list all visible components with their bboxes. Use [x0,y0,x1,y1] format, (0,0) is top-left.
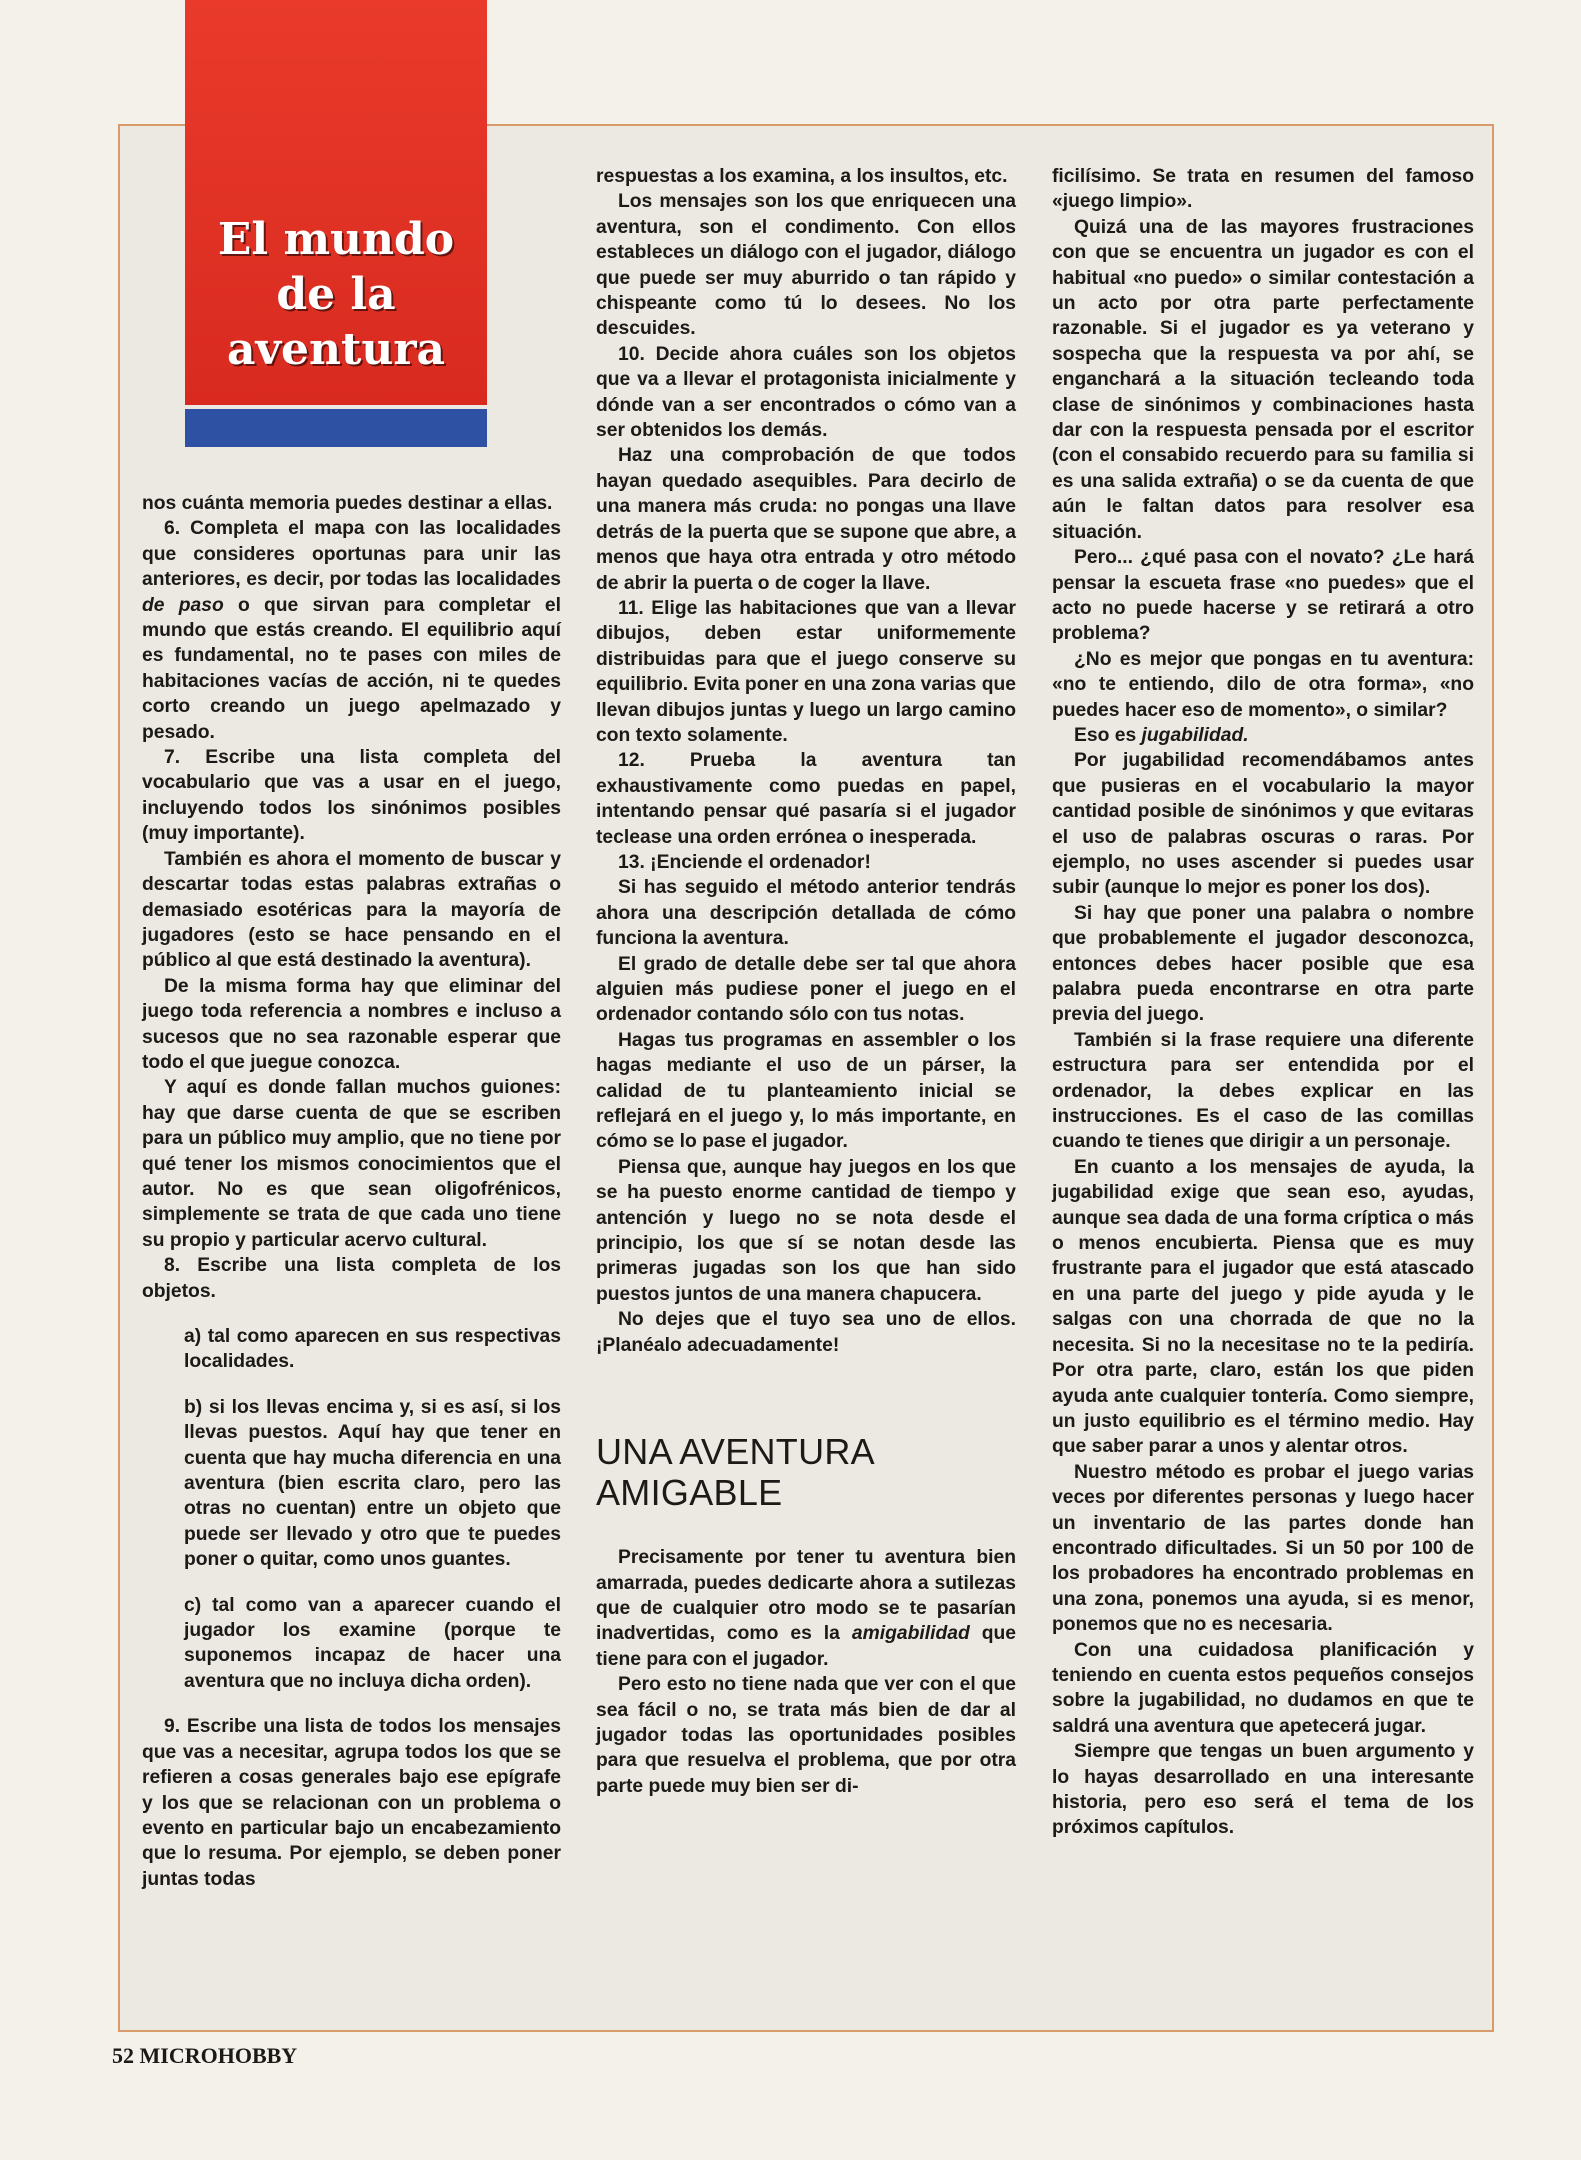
column-1 [142,491,561,1892]
paragraph: También es ahora el momento de buscar y descartar todas estas palabras extrañas o demasiado esotéricas para la mayoría de jugadores (esto se hace pensando en el público al que está destinado la aventura). [142,848,561,972]
paragraph: 8. Escribe una lista completa de los objetos. [142,1255,561,1302]
paragraph: Siempre que tengas un buen argumento y lo hayas desarrollado en una interesante historia, pero eso será el tema de los próximos capítulos. [1052,1741,1474,1839]
paragraph: Haz una comprobación de que todos hayan quedado asequibles. Para decirlo de una manera más cruda: no pongas una llave detrás de la puerta que se supone que abre, a menos que haya otra entrada y otro método de abrir la puerta o de coger la llave. [596,445,1016,594]
paragraph: Precisamente por tener tu aventura bien amarrada, puedes dedicarte ahora a sutilezas que de cualquier otro modo se te pasarían inadvertidas, como es la amigabilidad que tiene para con el jugador. [596,1547,1017,1670]
list-item: a) tal como aparecen en sus respectivas localidades. [184,1326,561,1373]
paragraph: Por jugabilidad recomendábamos antes que pusieras en el vocabulario la mayor cantidad posible de sinónimos y que evitaras el uso de palabras oscuras o raras. Por ejemplo, no uses ascender si puedes usar subir (aunque lo mejor es poner los dos). [1052,750,1474,899]
paragraph: 12. Prueba la aventura tan exhaustivamente como puedas en papel, intentando pensar qué pasaría si el jugador teclease una orden errónea o inesperada. [596,750,1016,848]
paragraph: ficilísimo. Se trata en resumen del famoso «juego limpio». [1052,166,1474,213]
paragraph: 9. Escribe una lista de todos los mensajes que vas a necesitar, agrupa todos los que se refieren a cosas generales bajo ese epígrafe y los que se relacionan con un problema o evento en particular bajo un encabezamiento que lo resuma. Por ejemplo, se deben poner juntas todas [142,1716,561,1890]
paragraph: También si la frase requiere una diferente estructura para ser entendida por el ordenador, la debes explicar en las instrucciones. Es el caso de las comillas cuando te tienes que dirigir a un personaje. [1052,1029,1474,1153]
paragraph: Y aquí es donde fallan muchos guiones: hay que darse cuenta de que se escriben para un público muy amplio, que no tiene por qué tener los mismos conocimientos que el autor. No es que sean oligofrénicos, simplemente se trata de que cada uno tiene su propio y particular acervo cultural. [142,1077,561,1251]
section-heading-line-1: UNA AVENTURA [596,1431,875,1473]
paragraph: Con una cuidadosa planificación y teniendo en cuenta estos pequeños consejos sobre la jugabilidad, no dudamos en que te saldrá una aventura que apetecerá jugar. [1052,1639,1474,1737]
paragraph: Nuestro método es probar el juego varias veces por diferentes personas y luego hacer un inventario de las partes donde han encontrado dificultades. Si un 50 por 100 de los probadores ha encontrado problemas en una zona, ponemos una ayuda, si es menor, ponemos que no es necesaria. [1052,1461,1474,1636]
title-line-2: de la [276,269,396,320]
paragraph: 11. Elige las habitaciones que van a llevar dibujos, deben estar uniformemente distribuidas para que el juego conserve su equilibrio. Evita poner en una zona varias que llevan dibujos juntas y luego un largo camino con texto solamente. [596,597,1016,746]
paragraph: Si hay que poner una palabra o nombre que probablemente el jugador desconozca, entonces debes hacer posible que esa palabra pueda encontrarse en otra parte previa del juego. [1052,902,1474,1026]
paragraph: No dejes que el tuyo sea uno de ellos. ¡Planéalo adecuadamente! [596,1309,1016,1356]
title-line-3: aventura [226,324,446,375]
paragraph: Eso es jugabilidad. [1074,724,1249,746]
section-heading-line-2: AMIGABLE [596,1472,783,1514]
paragraph: 6. Completa el mapa con las localidades que consideres oportunas para unir las anteriores, es decir, por todas las localidades de paso o que sirvan para completar el mundo que estás creando. El equilibrio aquí es fundamental, no te pases con miles de habitaciones vacías de acción, ni te quedes corto creando un juego apelmazado y pesado. [142,518,561,743]
paragraph: En cuanto a los mensajes de ayuda, la jugabilidad exige que sean eso, ayudas, aunque sea dada de una forma críptica o más o menos encubierta. Piensa que es muy frustrante para el jugador que está atascado en una parte del juego y pide ayuda y le salgas con una chorrada de que no la necesita. Si no la necesitase no te la pediría. Por otra parte, claro, están los que piden ayuda ante cualquier tontería. Como siempre, un justo equilibrio es el término medio. Hay que saber parar a unos y alentar otros. [1052,1156,1474,1458]
title-line-1: El mundo [217,214,455,265]
paragraph: Hagas tus programas en assembler o los hagas mediante el uso de un párser, la calidad de tu planteamiento inicial se reflejará en el juego y, lo más importante, en cómo se lo pase el jugador. [596,1029,1016,1153]
paragraph: 10. Decide ahora cuáles son los objetos que va a llevar el protagonista inicialmente y dónde van a ser encontrados o cómo van a ser obtenidos los demás. [596,343,1016,442]
column-3 [1052,164,1474,1841]
column-2 [596,164,1016,1799]
paragraph: El grado de detalle debe ser tal que ahora alguien más pudiese poner el juego en el ordenador contando sólo con tus notas. [596,953,1016,1026]
article-title [185,212,487,377]
paragraph: Pero... ¿qué pasa con el novato? ¿Le hará pensar la escueta frase «no puedes» que el acto no puede hacerse y se retirará a otro problema? [1052,547,1474,645]
page-footer [112,2043,297,2069]
title-accent-bar [185,409,487,447]
list-item: c) tal como van a aparecer cuando el jugador los examine (porque te suponemos incapaz de hacer una aventura que no incluya dicha orden). [184,1594,561,1692]
page-number: 52 [112,2043,134,2068]
magazine-name: MICROHOBBY [139,2043,298,2068]
paragraph: De la misma forma hay que eliminar del juego toda referencia a nombres e incluso a sucesos que no sea razonable esperar que todo el que juegue conozca. [142,975,561,1073]
paragraph: Si has seguido el método anterior tendrás ahora una descripción detallada de cómo funciona la aventura. [596,877,1016,950]
paragraph: respuestas a los examina, a los insultos, etc. [596,166,1008,187]
paragraph: Piensa que, aunque hay juegos en los que se ha puesto enorme cantidad de tiempo y antención y luego no se nota desde el principio, los que sí se notan desde las primeras jugadas son los que han sido puestos juntos de una manera chapucera. [596,1156,1016,1305]
paragraph: 13. ¡Enciende el ordenador! [618,851,871,873]
paragraph: Pero esto no tiene nada que ver con el que sea fácil o no, se trata más bien de dar al jugador todas las oportunidades posibles para que resuelva el problema, que por otra parte puede muy bien ser di- [596,1674,1016,1797]
paragraph: Los mensajes son los que enriquecen una aventura, son el condimento. Con ellos estableces un diálogo con el jugador, diálogo que puede ser muy aburrido o tan rápido y chispeante como tú lo desees. No los descuides. [596,191,1016,340]
list-item: b) si los llevas encima y, si es así, si los llevas puestos. Aquí hay que tener en cuenta que hay mucha diferencia en una aventura (bien escrita claro, pero las otras no cuentan) entre un objeto que puede ser llevado y otro que te puedes poner o quitar, como unos guantes. [184,1396,561,1571]
paragraph: nos cuánta memoria puedes destinar a ellas. [142,493,553,514]
paragraph: Quizá una de las mayores frustraciones con que se encuentra un jugador es con el habitual «no puedo» o similar contestación a un acto por otra parte perfectamente razonable. Si el jugador es ya veterano y sospecha que la respuesta va por ahí, se enganchará a la situación tecleando toda clase de sinónimos y combinaciones hasta dar con la respuesta pensada por el escritor (con el consabido recuerdo para su familia si es una salida extraña) o se da cuenta de que aún le faltan datos para resolver esa situación. [1052,216,1474,543]
section-heading [596,1431,1016,1513]
paragraph: ¿No es mejor que pongas en tu aventura: «no te entiendo, dilo de otra forma», «no puedes hacer eso de momento», o similar? [1052,648,1474,721]
paragraph: 7. Escribe una lista completa del vocabulario que vas a usar en el juego, incluyendo todos los sinónimos posibles (muy importante). [142,747,561,845]
